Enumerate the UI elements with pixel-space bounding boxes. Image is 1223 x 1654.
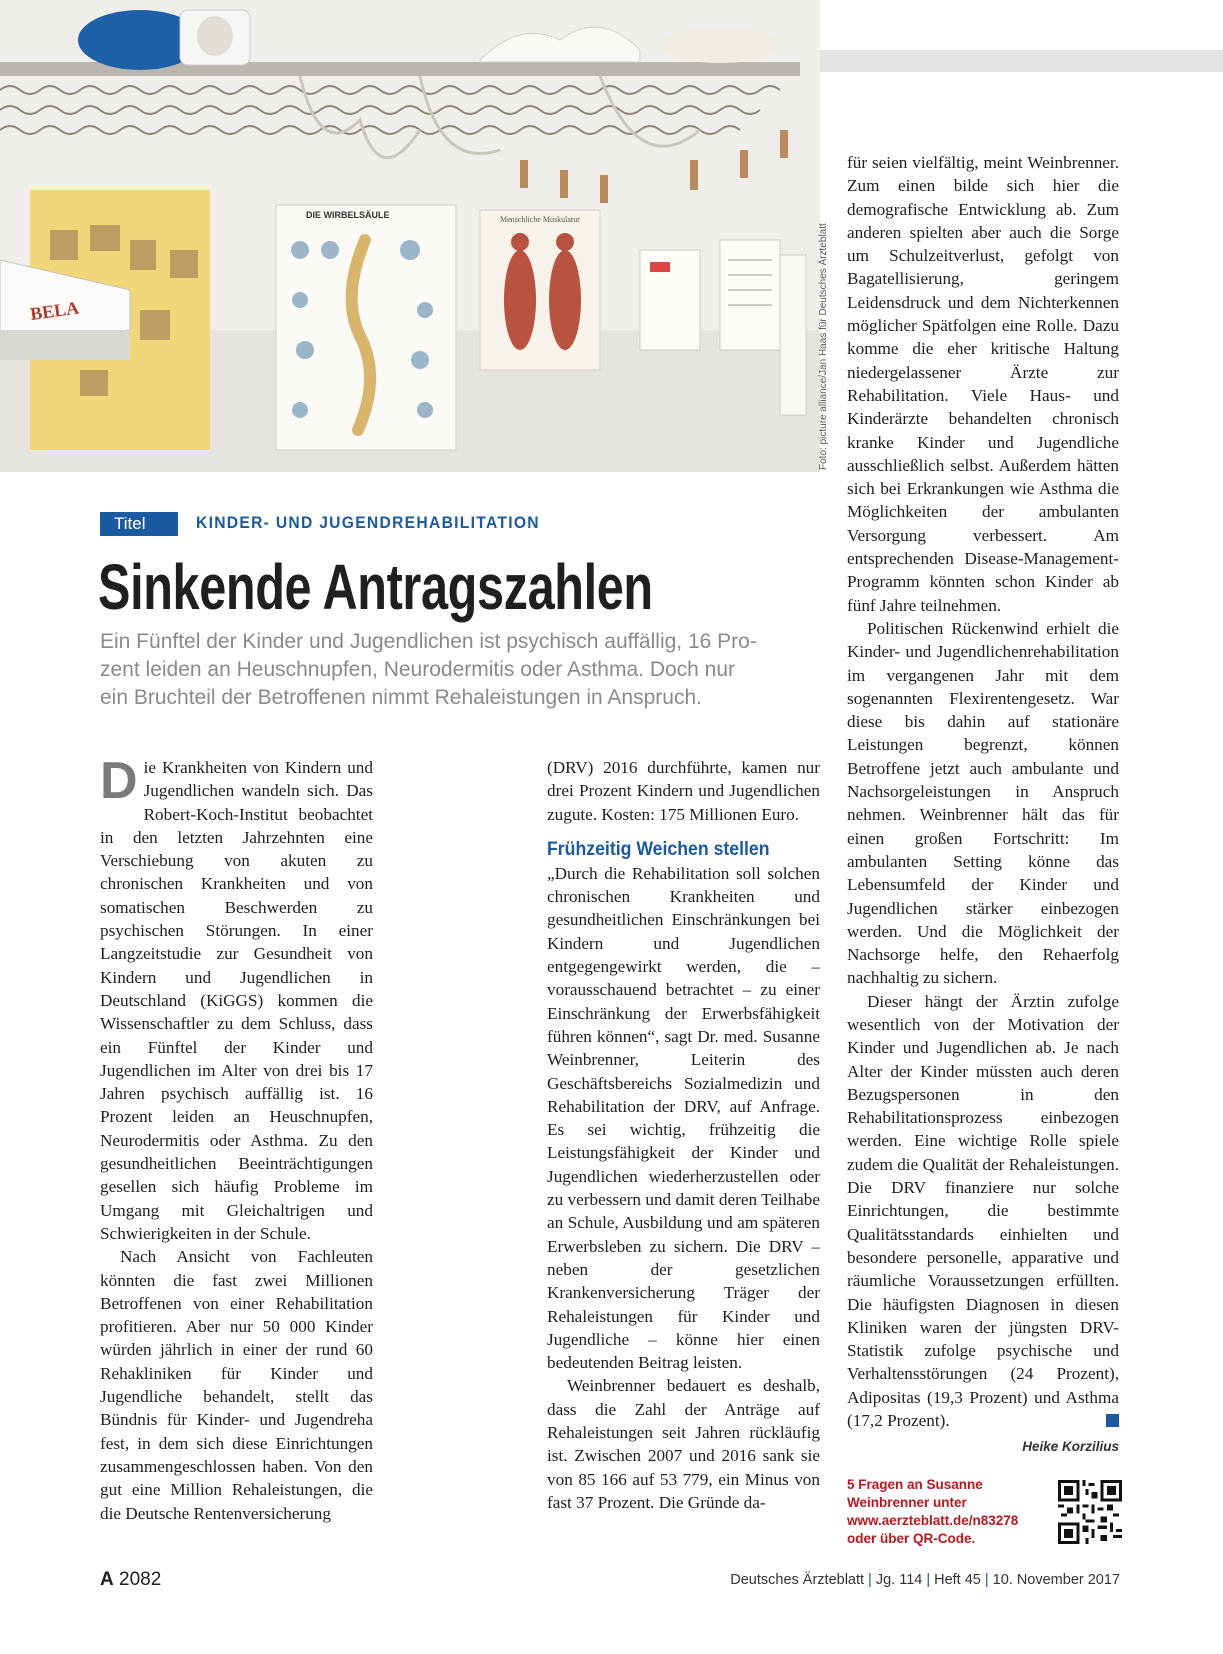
info-line: 5 Fragen an Susanne [847, 1477, 983, 1492]
headline: Sinkende Antragszahlen [98, 551, 653, 623]
poster2-title: Menschliche Muskulatur [500, 215, 580, 224]
article-column-2 [547, 756, 820, 1514]
page-number [100, 1569, 161, 1591]
article-paragraph: Politischen Rückenwind erhielt die Kinder- und Jugendlichenrehabilitation im vergangenen Jahr mit dem sogenannten Flexirentengesetz. War diese bis dahin auf stationäre Leistungen begrenzt, können Betroffene jetzt auch ambulante und Nachsorgeleistungen in Anspruch nehmen. Weinbrenner hält das für einen großen Fortschritt: Im ambulanten Setting könne das Lebensumfeld der Kinder und Jugendlichen stärker einbezogen werden. Und die Möglichkeit der Nachsorge helfe, den Rehaerfolg nachhaltig zu sichern. [847, 618, 1119, 988]
lead-paragraph [100, 628, 820, 712]
article-column-3 [847, 151, 1119, 1432]
subheading: Frühzeitig Weichen stellen [547, 838, 770, 860]
article-paragraph: Nach Ansicht von Fachleuten könnten die fast zwei Millionen Betroffenen von einer Rehabilitation profitieren. Aber nur 50 000 Kinder würden jährlich in einer der rund 60 Rehakliniken für Kinder und Jugendliche behandelt, stellt das Bündnis für Kinder- und Jugendreha fest, in dem sich diese Einrichtungen zusammengeschlossen haben. Von den gut eine Million Rehaleistungen, die die Deutsche Rentenversicherung [100, 1247, 373, 1523]
issue-date: 10. November 2017 [992, 1572, 1120, 1588]
page-prefix: A [100, 1569, 114, 1590]
info-line: oder über QR-Code. [847, 1531, 976, 1546]
article-paragraph: Weinbrenner bedauert es deshalb, dass die Zahl der Anträge auf Rehaleistungen seit Jahren rückläufig ist. Zwischen 2007 und 2016 sank sie von 85 166 auf 53 779, ein Minus von fast 37 Prozent. Die Gründe da- [547, 1376, 820, 1512]
end-mark-icon [1106, 1414, 1119, 1427]
hero-photo [0, 0, 820, 472]
lead-line: Ein Fünftel der Kinder und Jugendlichen ist psychisch auffällig, 16 Pro- [100, 630, 757, 653]
qr-code-icon[interactable] [1058, 1480, 1122, 1544]
article-column-1 [100, 752, 373, 1525]
info-line: Weinbrenner unter [847, 1495, 967, 1510]
dropcap: D [100, 752, 138, 810]
photo-illustration [0, 0, 820, 472]
lead-line: zent leiden an Heuschnupfen, Neurodermitis oder Asthma. Doch nur [100, 658, 736, 681]
paragraph-text: Dieser hängt der Ärztin zufolge wesentlich von der Motivation der Kinder und Jugendlichen ab. Je nach Alter der Kinder müssten auch deren Bezugspersonen in den Rehabilitationsprozess einbezogen werden. Eine wichtige Rolle spiele zudem die Qualität der Rehaleistungen. Die DRV finanziere nur solche Einrichtungen, die bestimmte Qualitätsstandards einhielten und besondere personelle, apparative und räumliche Voraussetzungen erfüllten. Die häufigsten Diagnosen in diesen Kliniken waren der jüngsten DRV-Statistik zufolge psychische und Verhaltensstörungen (24 Prozent), Adipositas (19,3 Prozent) und Asthma (17,2 Prozent). [847, 991, 1119, 1431]
info-link[interactable]: www.aerzteblatt.de/n83278 [847, 1513, 1019, 1528]
article-paragraph: für seien vielfältig, meint Weinbrenner. Zum einen bilde sich hier die demografische Entwicklung ab. Zum anderen spielten aber auch die Sorge um Schulzeitverlust, gefolgt von Bagatellisierung, geringem Leidensdruck und dem Nichterkennen möglicher Spätfolgen eine Rolle. Dazu komme die eher kritische Haltung niedergelassener Ärzte zur Rehabilitation. Viele Haus- und Kinderärzte behandelten chronisch kranke Kinder und Jugendliche ausschließlich selbst. Außerdem hätten sich bei Erkrankungen wie Asthma die Möglichkeiten der ambulanten Versorgung verbessert. Am entsprechenden Disease-Management-Programm könnten schon Kinder ab fünf Jahre teilnehmen. [847, 153, 1119, 615]
publication-name: Deutsches Ärzteblatt [730, 1572, 865, 1588]
volume: Jg. 114 [875, 1572, 923, 1588]
lamp-label: BELA [28, 297, 81, 325]
paragraph-text: ie Krankheiten von Kindern und Jugendlichen wandeln sich. Das Robert-Koch-Institut beobachtet in den letzten Jahrzehnten eine Verschiebung von akuten zu chronischen Krankheiten und von somatischen Beschwerden zu psychischen Störungen. In einer Langzeitstudie zur Gesundheit von Kindern und Jugendlichen in Deutschland (KiGGS) kommen die Wissenschaftler zu dem Schluss, dass ein Fünftel der Kinder und Jugendlichen im Alter von drei bis 17 Jahren psychisch auffällig ist. 16 Prozent leiden an Heuschnupfen, Neurodermitis oder Asthma. Zu den gesundheitlichen Beeinträchtigungen gesellen sich häufig Probleme im Umgang mit Gleichaltrigen und Schwierigkeiten in der Schule. [100, 758, 373, 1243]
article-paragraph [100, 752, 373, 1245]
article-paragraph [847, 990, 1119, 1433]
section-badge: Titel [100, 512, 178, 536]
info-box [847, 1476, 1047, 1548]
article-paragraph: (DRV) 2016 durchführte, kamen nur drei Prozent Kindern und Jugendlichen zugute. Kosten: 175 Millionen Euro. [547, 758, 820, 824]
header-gray-bar [820, 50, 1223, 72]
issue: Heft 45 [934, 1572, 981, 1588]
poster-title: DIE WIRBELSÄULE [306, 210, 390, 220]
lead-line: ein Bruchteil der Betroffenen nimmt Rehaleistungen in Anspruch. [100, 686, 702, 709]
photo-credit: Foto: picture alliance/Jan Haas für Deutsches Ärzteblatt [818, 223, 829, 470]
author-byline: Heike Korzilius [1022, 1439, 1119, 1454]
kicker: KINDER- UND JUGENDREHABILITATION [196, 513, 540, 532]
publication-footer: Deutsches Ärzteblatt | Jg. 114 | Heft 45 | 10. November 2017 [730, 1572, 1120, 1588]
page-number-value: 2082 [119, 1569, 162, 1590]
article-paragraph: „Durch die Rehabilitation soll solchen chronischen Krankheiten und gesundheitlichen Einschränkungen bei Kindern und Jugendlichen entgegengewirkt werden, die – vorausschauend betrachtet – zu einer Einschränkung der Erwerbsfähigkeit führen können“, sagt Dr. med. Susanne Weinbrenner, Leiterin des Geschäftsbereichs Sozialmedizin und Rehabilitation der DRV, auf Anfrage. Es sei wichtig, frühzeitig die Leistungsfähigkeit der Kinder und Jugendlichen wiederherzustellen oder zu verbessern und damit deren Teilhabe an Schule, Ausbildung und am späteren Erwerbsleben zu sichern. Die DRV – neben der gesetzlichen Krankenversicherung Träger der Rehaleistungen für Kinder und Jugendliche – könne hier einen bedeutenden Beitrag leisten. [547, 863, 820, 1373]
